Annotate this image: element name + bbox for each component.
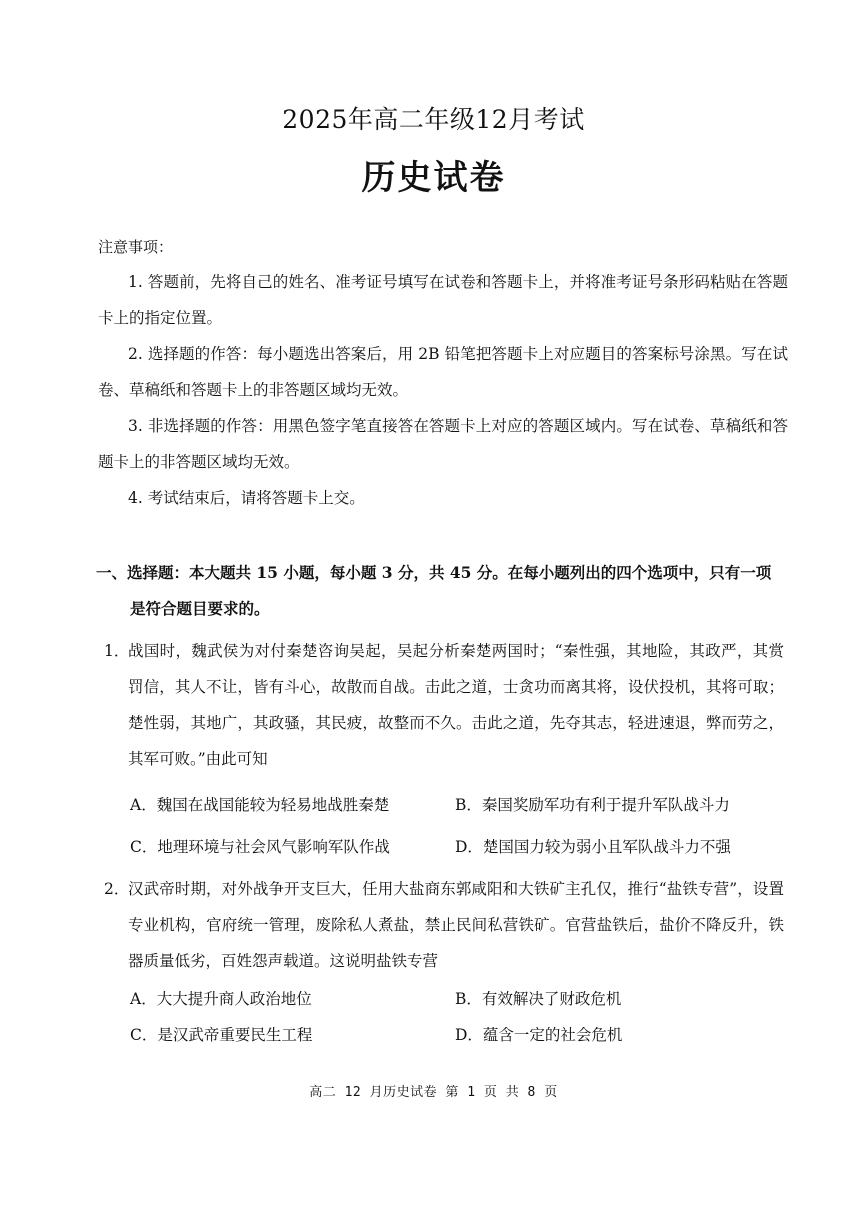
question-2-stem: 汉武帝时期，对外战争开支巨大，任用大盐商东郭咸阳和大铁矿主孔仅，推行“盐铁专营”，设置专业机构，官府统一管理，废除私人煮盐，禁止民间私营铁矿。官营盐铁后，盐价不降反升，铁器质量低劣，百姓怨声载道。这说明盐铁专营 [128, 880, 784, 970]
question-1-option-b: B．秦国奖励军功有利于提升军队战斗力 [455, 796, 730, 814]
notice-item-1: 1. 答题前，先将自己的姓名、准考证号填写在试卷和答题卡上，并将准考证号条形码粘贴在答题卡上的指定位置。 [98, 273, 788, 327]
page-footer: 高二 12 月历史试卷 第 1 页 共 8 页 [309, 1085, 558, 1100]
notice-item-4: 4. 考试结束后，请将答题卡上交。 [128, 489, 365, 507]
notice-item-3: 3. 非选择题的作答：用黑色签字笔直接答在答题卡上对应的答题区域内。写在试卷、草稿纸和答题卡上的非答题区域均无效。 [98, 417, 788, 471]
exam-title: 2025年高二年级12月考试 [282, 105, 585, 134]
question-1-option-d: D．楚国国力较为弱小且军队战斗力不强 [455, 838, 731, 856]
question-2-option-c: C．是汉武帝重要民生工程 [130, 1026, 313, 1044]
question-2-option-b: B．有效解决了财政危机 [455, 990, 622, 1008]
question-1-option-a: A．魏国在战国能较为轻易地战胜秦楚 [130, 796, 390, 814]
notice-heading: 注意事项： [98, 238, 174, 256]
question-2-option-a: A．大大提升商人政治地位 [130, 990, 312, 1008]
question-2-option-d: D．蕴含一定的社会危机 [455, 1026, 623, 1044]
question-1-option-c: C．地理环境与社会风气影响军队作战 [130, 838, 390, 856]
question-2-number: 2． [104, 880, 130, 898]
question-1-stem: 战国时，魏武侯为对付秦楚咨询吴起，吴起分析秦楚两国时；“秦性强，其地险，其政严，其赏罚信，其人不让，皆有斗心，故散而自战。击此之道，士贪功而离其将，设伏投机，其将可取；楚性弱，其地广，其政骚，其民疲，故整而不久。击此之道，先夺其志，轻进速退，弊而劳之，其军可败。”由此可知 [128, 642, 784, 768]
notice-item-2: 2. 选择题的作答：每小题选出答案后，用 2B 铅笔把答题卡上对应题目的答案标号涂黑。写在试卷、草稿纸和答题卡上的非答题区域均无效。 [98, 345, 788, 399]
section-heading: 一、选择题：本大题共 15 小题，每小题 3 分，共 45 分。在每小题列出的四个选项中，只有一项 [96, 563, 772, 582]
question-1-number: 1． [104, 642, 130, 660]
section-heading-continued: 是符合题目要求的。 [130, 599, 270, 618]
subject-title: 历史试卷 [361, 158, 506, 198]
